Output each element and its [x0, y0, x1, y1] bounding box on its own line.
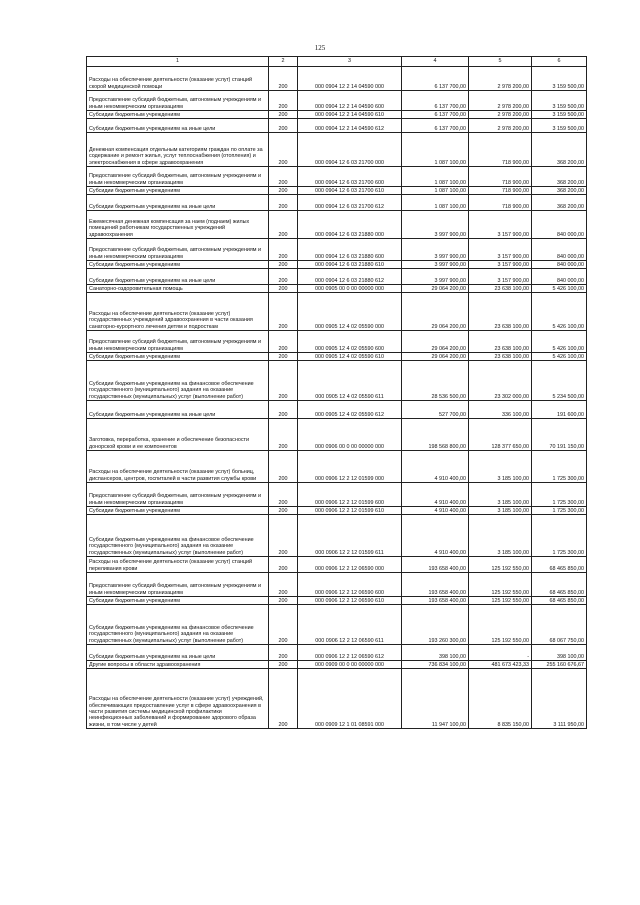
row-value-2-cell: 3 185 100,00: [469, 483, 532, 507]
table-header-row: [87, 57, 587, 67]
row-code-cell: 200: [269, 293, 298, 331]
row-value-3-cell: 68 465 850,00: [532, 597, 587, 605]
row-code-cell: 200: [269, 605, 298, 645]
row-classification-cell: 000 0906 12 2 12 01599 600: [298, 483, 402, 507]
row-value-1-cell: 3 997 900,00: [402, 239, 469, 261]
row-classification-cell: 000 0904 12 2 14 04590 000: [298, 67, 402, 91]
row-value-2-cell: 718 900,00: [469, 167, 532, 187]
row-code-cell: 200: [269, 111, 298, 119]
row-name-cell: Предоставление субсидий бюджетным, автономным учреждениям и иным некоммерческим организациям: [87, 91, 269, 111]
row-value-2-cell: 718 900,00: [469, 187, 532, 195]
row-value-3-cell: 840 000,00: [532, 269, 587, 285]
table-row: [87, 187, 587, 195]
row-classification-cell: 000 0909 12 1 01 08591 000: [298, 669, 402, 729]
row-name-cell: Субсидии бюджетным учреждениям на иные цели: [87, 269, 269, 285]
row-value-3-cell: 1 725 300,00: [532, 507, 587, 515]
row-value-3-cell: 3 159 500,00: [532, 119, 587, 133]
row-value-2-cell: 718 900,00: [469, 133, 532, 167]
row-code-cell: 200: [269, 401, 298, 419]
row-name-cell: Ежемесячная денежная компенсация за наем (поднаем) жилых помещений работникам государственных учреждений здравоохранения: [87, 211, 269, 239]
row-value-3-cell: 3 111 950,00: [532, 669, 587, 729]
row-value-2-cell: 125 192 550,00: [469, 557, 532, 573]
row-name-cell: Расходы на обеспечение деятельности (оказание услуг) станций переливания крови: [87, 557, 269, 573]
page-number: 125: [314, 44, 326, 52]
row-code-cell: 200: [269, 331, 298, 353]
row-code-cell: 200: [269, 353, 298, 361]
row-code-cell: 200: [269, 557, 298, 573]
row-classification-cell: 000 0904 12 6 03 21700 610: [298, 187, 402, 195]
row-value-2-cell: 125 192 550,00: [469, 597, 532, 605]
table-row: [87, 573, 587, 597]
row-value-2-cell: 8 835 150,00: [469, 669, 532, 729]
column-header: 2: [269, 57, 298, 67]
row-name-cell: Санаторно-оздоровительная помощь: [87, 285, 269, 293]
row-value-3-cell: 1 725 300,00: [532, 515, 587, 557]
row-value-2-cell: 481 673 423,33: [469, 661, 532, 669]
row-classification-cell: 000 0905 12 4 02 05590 611: [298, 361, 402, 401]
row-value-2-cell: 23 638 100,00: [469, 353, 532, 361]
row-name-cell: Субсидии бюджетным учреждениям на иные цели: [87, 195, 269, 211]
row-classification-cell: 000 0904 12 2 14 04590 600: [298, 91, 402, 111]
row-classification-cell: 000 0906 12 2 12 06590 612: [298, 645, 402, 661]
row-name-cell: Расходы на обеспечение деятельности (оказание услуг) станций скорой медицинской помощи: [87, 67, 269, 91]
row-value-3-cell: 368 200,00: [532, 167, 587, 187]
row-code-cell: 200: [269, 91, 298, 111]
row-value-3-cell: 368 200,00: [532, 187, 587, 195]
row-classification-cell: 000 0904 12 6 03 21700 000: [298, 133, 402, 167]
row-classification-cell: 000 0909 00 0 00 00000 000: [298, 661, 402, 669]
row-name-cell: Субсидии бюджетным учреждениям: [87, 597, 269, 605]
row-classification-cell: 000 0906 12 2 12 06590 611: [298, 605, 402, 645]
row-code-cell: 200: [269, 361, 298, 401]
row-name-cell: Предоставление субсидий бюджетным, автономным учреждениям и иным некоммерческим организациям: [87, 483, 269, 507]
row-value-2-cell: 125 192 550,00: [469, 605, 532, 645]
row-classification-cell: 000 0906 12 2 12 01599 610: [298, 507, 402, 515]
row-value-3-cell: 255 160 676,67: [532, 661, 587, 669]
row-value-1-cell: 3 997 900,00: [402, 261, 469, 269]
row-value-2-cell: 2 978 200,00: [469, 67, 532, 91]
row-name-cell: Расходы на обеспечение деятельности (оказание услуг) больниц, диспансеров, центров, госпиталей в части развития службы крови: [87, 451, 269, 483]
row-value-1-cell: 29 064 200,00: [402, 331, 469, 353]
row-classification-cell: 000 0905 00 0 00 00000 000: [298, 285, 402, 293]
row-value-3-cell: 3 159 500,00: [532, 91, 587, 111]
row-value-1-cell: 29 064 200,00: [402, 353, 469, 361]
row-classification-cell: 000 0906 12 2 12 01599 000: [298, 451, 402, 483]
row-value-1-cell: 1 087 100,00: [402, 195, 469, 211]
row-name-cell: Денежная компенсация отдельным категориям граждан по оплате за содержание и ремонт жилья, услуг теплоснабжения (отопления) и электроснабжения в сфере здравоохранения: [87, 133, 269, 167]
row-code-cell: 200: [269, 285, 298, 293]
row-value-2-cell: 2 978 200,00: [469, 91, 532, 111]
row-classification-cell: 000 0905 12 4 02 05590 600: [298, 331, 402, 353]
table-row: [87, 483, 587, 507]
table-row: [87, 353, 587, 361]
table-row: [87, 269, 587, 285]
row-value-1-cell: 193 260 300,00: [402, 605, 469, 645]
row-code-cell: 200: [269, 515, 298, 557]
row-classification-cell: 000 0904 12 6 03 21880 600: [298, 239, 402, 261]
row-value-2-cell: 336 100,00: [469, 401, 532, 419]
row-classification-cell: 000 0904 12 6 03 21700 600: [298, 167, 402, 187]
row-value-3-cell: 5 234 500,00: [532, 361, 587, 401]
row-value-2-cell: 23 638 100,00: [469, 293, 532, 331]
row-value-3-cell: 3 159 500,00: [532, 111, 587, 119]
row-value-2-cell: 128 377 650,00: [469, 419, 532, 451]
row-value-3-cell: 3 159 500,00: [532, 67, 587, 91]
row-value-2-cell: 3 157 900,00: [469, 269, 532, 285]
row-value-1-cell: 193 658 400,00: [402, 597, 469, 605]
row-value-1-cell: 1 087 100,00: [402, 133, 469, 167]
row-value-1-cell: 736 834 100,00: [402, 661, 469, 669]
row-classification-cell: 000 0904 12 6 03 21880 610: [298, 261, 402, 269]
row-name-cell: Субсидии бюджетным учреждениям на иные цели: [87, 119, 269, 133]
row-value-1-cell: 398 100,00: [402, 645, 469, 661]
row-value-1-cell: 6 137 700,00: [402, 111, 469, 119]
table-row: [87, 401, 587, 419]
table-row: [87, 451, 587, 483]
column-header: 5: [469, 57, 532, 67]
row-value-1-cell: 198 568 800,00: [402, 419, 469, 451]
row-value-1-cell: 6 137 700,00: [402, 119, 469, 133]
row-value-3-cell: 70 191 150,00: [532, 419, 587, 451]
row-value-3-cell: 5 426 100,00: [532, 285, 587, 293]
row-name-cell: Субсидии бюджетным учреждениям на финансовое обеспечение государственного (муниципального) задания на оказание государственных (муниципальных) услуг (выполнение работ): [87, 361, 269, 401]
row-value-1-cell: 4 910 400,00: [402, 451, 469, 483]
row-value-1-cell: 193 658 400,00: [402, 573, 469, 597]
row-value-3-cell: 840 000,00: [532, 211, 587, 239]
row-name-cell: Субсидии бюджетным учреждениям: [87, 353, 269, 361]
row-value-1-cell: 11 947 100,00: [402, 669, 469, 729]
row-classification-cell: 000 0904 12 6 03 21880 612: [298, 269, 402, 285]
row-code-cell: 200: [269, 419, 298, 451]
row-value-2-cell: 3 157 900,00: [469, 261, 532, 269]
row-code-cell: 200: [269, 669, 298, 729]
table-row: [87, 669, 587, 729]
row-name-cell: Субсидии бюджетным учреждениям на финансовое обеспечение государственного (муниципального) задания на оказание государственных (муниципальных) услуг (выполнение работ): [87, 515, 269, 557]
row-value-3-cell: 368 200,00: [532, 133, 587, 167]
row-classification-cell: 000 0904 12 2 14 04590 610: [298, 111, 402, 119]
row-value-3-cell: 840 000,00: [532, 239, 587, 261]
row-classification-cell: 000 0904 12 2 14 04590 612: [298, 119, 402, 133]
row-code-cell: 200: [269, 239, 298, 261]
row-code-cell: 200: [269, 661, 298, 669]
row-value-2-cell: 718 900,00: [469, 195, 532, 211]
row-classification-cell: 000 0906 12 2 12 06590 610: [298, 597, 402, 605]
table-row: [87, 507, 587, 515]
row-name-cell: Субсидии бюджетным учреждениям на финансовое обеспечение государственного (муниципального) задания на оказание государственных (муниципальных) услуг (выполнение работ): [87, 605, 269, 645]
row-name-cell: Субсидии бюджетным учреждениям на иные цели: [87, 645, 269, 661]
row-code-cell: 200: [269, 573, 298, 597]
row-value-3-cell: 68 465 850,00: [532, 573, 587, 597]
row-code-cell: 200: [269, 483, 298, 507]
table-row: [87, 211, 587, 239]
row-code-cell: 200: [269, 645, 298, 661]
row-code-cell: 200: [269, 597, 298, 605]
row-value-3-cell: 398 100,00: [532, 645, 587, 661]
row-value-2-cell: 3 185 100,00: [469, 515, 532, 557]
row-classification-cell: 000 0906 00 0 00 00000 000: [298, 419, 402, 451]
row-value-3-cell: 68 067 750,00: [532, 605, 587, 645]
row-value-2-cell: 23 638 100,00: [469, 285, 532, 293]
table-row: [87, 661, 587, 669]
table-row: [87, 239, 587, 261]
table-row: [87, 557, 587, 573]
column-header: 4: [402, 57, 469, 67]
row-name-cell: Предоставление субсидий бюджетным, автономным учреждениям и иным некоммерческим организациям: [87, 573, 269, 597]
table-row: [87, 133, 587, 167]
row-value-2-cell: 3 185 100,00: [469, 507, 532, 515]
row-value-2-cell: 125 192 550,00: [469, 573, 532, 597]
row-value-1-cell: 3 997 900,00: [402, 211, 469, 239]
row-code-cell: 200: [269, 133, 298, 167]
row-code-cell: 200: [269, 261, 298, 269]
table-row: [87, 261, 587, 269]
budget-table: [86, 56, 587, 729]
row-value-1-cell: 1 087 100,00: [402, 187, 469, 195]
row-value-1-cell: 4 910 400,00: [402, 507, 469, 515]
table-row: [87, 67, 587, 91]
row-name-cell: Субсидии бюджетным учреждениям: [87, 111, 269, 119]
row-name-cell: Расходы на обеспечение деятельности (оказание услуг) государственных учреждений здравоохранения в части оказания санаторно-курортного лечения детям и подросткам: [87, 293, 269, 331]
row-name-cell: Заготовка, переработка, хранение и обеспечение безопасности донорской крови и ее компонентов: [87, 419, 269, 451]
column-header: 3: [298, 57, 402, 67]
row-code-cell: 200: [269, 195, 298, 211]
row-code-cell: 200: [269, 187, 298, 195]
row-value-3-cell: 840 000,00: [532, 261, 587, 269]
row-code-cell: 200: [269, 507, 298, 515]
row-classification-cell: 000 0904 12 6 03 21880 000: [298, 211, 402, 239]
row-value-1-cell: 3 997 900,00: [402, 269, 469, 285]
row-value-3-cell: 1 725 300,00: [532, 483, 587, 507]
table-row: [87, 361, 587, 401]
row-name-cell: Предоставление субсидий бюджетным, автономным учреждениям и иным некоммерческим организациям: [87, 239, 269, 261]
row-value-3-cell: 68 465 850,00: [532, 557, 587, 573]
row-value-3-cell: 5 426 100,00: [532, 331, 587, 353]
column-header: 1: [87, 57, 269, 67]
row-classification-cell: 000 0904 12 6 03 21700 612: [298, 195, 402, 211]
row-value-2-cell: 23 302 000,00: [469, 361, 532, 401]
row-code-cell: 200: [269, 269, 298, 285]
row-name-cell: Субсидии бюджетным учреждениям: [87, 187, 269, 195]
row-value-3-cell: 368 200,00: [532, 195, 587, 211]
table-row: [87, 331, 587, 353]
table-row: [87, 515, 587, 557]
table-row: [87, 167, 587, 187]
table-row: [87, 645, 587, 661]
row-code-cell: 200: [269, 67, 298, 91]
row-value-2-cell: 3 157 900,00: [469, 239, 532, 261]
row-value-1-cell: 28 536 500,00: [402, 361, 469, 401]
row-value-1-cell: 193 658 400,00: [402, 557, 469, 573]
row-code-cell: 200: [269, 211, 298, 239]
row-code-cell: 200: [269, 167, 298, 187]
table-row: [87, 605, 587, 645]
table-row: [87, 91, 587, 111]
table-row: [87, 597, 587, 605]
row-name-cell: Субсидии бюджетным учреждениям: [87, 261, 269, 269]
row-classification-cell: 000 0906 12 2 12 01599 611: [298, 515, 402, 557]
row-value-1-cell: 29 064 200,00: [402, 285, 469, 293]
row-value-1-cell: 527 700,00: [402, 401, 469, 419]
row-value-1-cell: 6 137 700,00: [402, 67, 469, 91]
row-classification-cell: 000 0905 12 4 02 05590 000: [298, 293, 402, 331]
table-row: [87, 119, 587, 133]
row-value-1-cell: 6 137 700,00: [402, 91, 469, 111]
row-value-1-cell: 1 087 100,00: [402, 167, 469, 187]
row-classification-cell: 000 0905 12 4 02 05590 610: [298, 353, 402, 361]
row-classification-cell: 000 0905 12 4 02 05590 612: [298, 401, 402, 419]
table-row: [87, 419, 587, 451]
row-code-cell: 200: [269, 119, 298, 133]
row-value-2-cell: 3 185 100,00: [469, 451, 532, 483]
row-value-3-cell: 1 725 300,00: [532, 451, 587, 483]
row-name-cell: Субсидии бюджетным учреждениям на иные цели: [87, 401, 269, 419]
table-row: [87, 285, 587, 293]
row-value-3-cell: 5 426 100,00: [532, 293, 587, 331]
row-value-2-cell: 23 638 100,00: [469, 331, 532, 353]
row-value-2-cell: 2 978 200,00: [469, 119, 532, 133]
table-row: [87, 195, 587, 211]
table-row: [87, 111, 587, 119]
row-value-1-cell: 29 064 200,00: [402, 293, 469, 331]
row-name-cell: Субсидии бюджетным учреждениям: [87, 507, 269, 515]
row-name-cell: Предоставление субсидий бюджетным, автономным учреждениям и иным некоммерческим организациям: [87, 167, 269, 187]
row-value-1-cell: 4 910 400,00: [402, 483, 469, 507]
row-value-3-cell: 5 426 100,00: [532, 353, 587, 361]
row-value-2-cell: 3 157 900,00: [469, 211, 532, 239]
row-value-2-cell: 2 978 200,00: [469, 111, 532, 119]
row-value-1-cell: 4 910 400,00: [402, 515, 469, 557]
row-name-cell: Расходы на обеспечение деятельности (оказание услуг) учреждений, обеспечивающих предоставление услуг в сфере здравоохранения в части развития системы медицинской профилактики неинфекционных заболеваний и формирование здорового образа жизни, в том числе у детей: [87, 669, 269, 729]
row-name-cell: Предоставление субсидий бюджетным, автономным учреждениям и иным некоммерческим организациям: [87, 331, 269, 353]
table-row: [87, 293, 587, 331]
row-classification-cell: 000 0906 12 2 12 06590 600: [298, 573, 402, 597]
row-value-3-cell: 191 600,00: [532, 401, 587, 419]
row-classification-cell: 000 0906 12 2 12 06590 000: [298, 557, 402, 573]
row-name-cell: Другие вопросы в области здравоохранения: [87, 661, 269, 669]
column-header: 6: [532, 57, 587, 67]
row-value-2-cell: -: [469, 645, 532, 661]
row-code-cell: 200: [269, 451, 298, 483]
